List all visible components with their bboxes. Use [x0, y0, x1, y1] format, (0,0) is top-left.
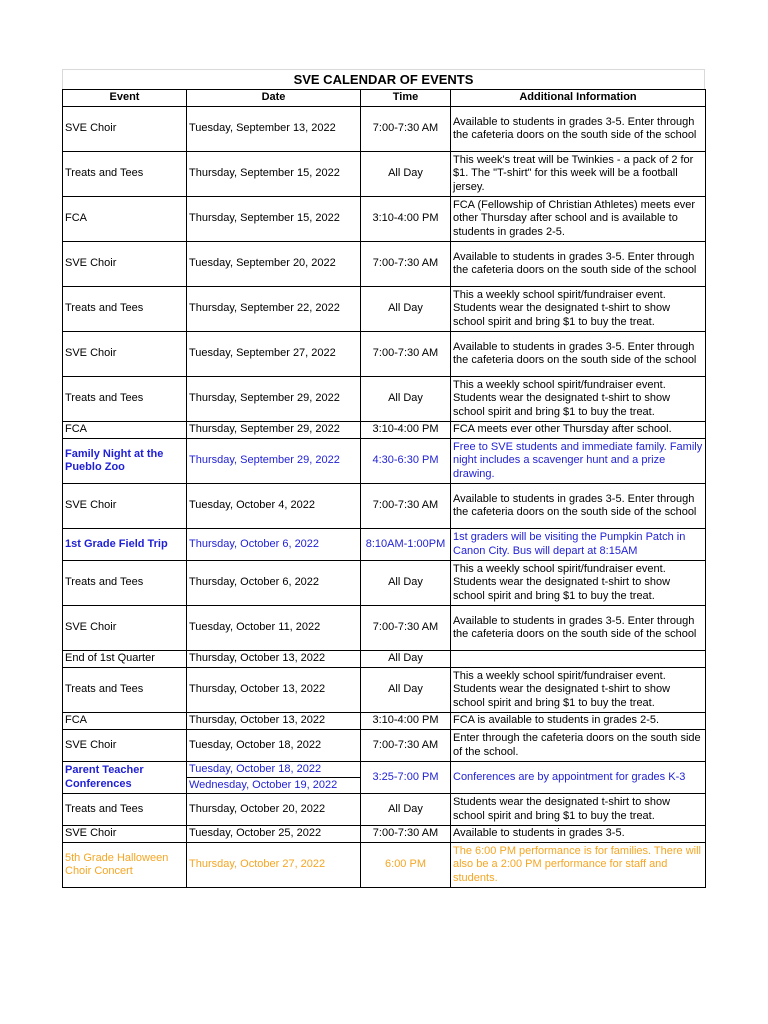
time-cell: 3:10-4:00 PM: [361, 197, 451, 242]
info-cell: Available to students in grades 3-5. Enter through the cafeteria doors on the south side of the school: [451, 242, 706, 287]
events-table: [62, 89, 706, 888]
info-cell: [451, 651, 706, 668]
header-info: Additional Information: [451, 90, 706, 107]
time-cell: 3:10-4:00 PM: [361, 713, 451, 730]
table-row: [63, 843, 706, 888]
date-cell: Thursday, September 29, 2022: [187, 439, 361, 484]
time-cell: 7:00-7:30 AM: [361, 606, 451, 651]
info-cell: This a weekly school spirit/fundraiser event. Students wear the designated t-shirt to show school spirit and bring $1 to buy the treat.: [451, 561, 706, 606]
table-row: [63, 713, 706, 730]
date-cell: Thursday, September 22, 2022: [187, 287, 361, 332]
event-cell: SVE Choir: [63, 242, 187, 287]
time-cell: All Day: [361, 651, 451, 668]
table-row: [63, 422, 706, 439]
info-cell: FCA meets ever other Thursday after school.: [451, 422, 706, 439]
info-cell: The 6:00 PM performance is for families. There will also be a 2:00 PM performance for staff and students.: [451, 843, 706, 888]
event-cell: SVE Choir: [63, 332, 187, 377]
event-cell: Family Night at the Pueblo Zoo: [63, 439, 187, 484]
table-row: [63, 377, 706, 422]
event-cell: SVE Choir: [63, 484, 187, 529]
info-cell: FCA (Fellowship of Christian Athletes) meets ever other Thursday after school and is available to students in grades 2-5.: [451, 197, 706, 242]
table-row: [63, 242, 706, 287]
info-cell: This week's treat will be Twinkies - a pack of 2 for $1. The "T-shirt" for this week will be a football jersey.: [451, 152, 706, 197]
table-row: [63, 107, 706, 152]
table-row: [63, 794, 706, 826]
event-cell: Treats and Tees: [63, 377, 187, 422]
table-row: [63, 730, 706, 762]
info-cell: This a weekly school spirit/fundraiser event. Students wear the designated t-shirt to show school spirit and bring $1 to buy the treat.: [451, 377, 706, 422]
date-cell: Tuesday, September 27, 2022: [187, 332, 361, 377]
time-cell: All Day: [361, 152, 451, 197]
time-cell: 8:10AM-1:00PM: [361, 529, 451, 561]
table-row: [63, 651, 706, 668]
date-cell: Tuesday, October 18, 2022: [187, 730, 361, 762]
date-cell: Thursday, October 6, 2022: [187, 561, 361, 606]
date-cell: Thursday, October 27, 2022: [187, 843, 361, 888]
time-cell: 7:00-7:30 AM: [361, 484, 451, 529]
event-cell: 1st Grade Field Trip: [63, 529, 187, 561]
date-cell: Thursday, September 15, 2022: [187, 197, 361, 242]
time-cell: All Day: [361, 377, 451, 422]
time-cell: All Day: [361, 668, 451, 713]
table-row: [63, 606, 706, 651]
date-line-2: Wednesday, October 19, 2022: [187, 777, 360, 793]
date-cell: Thursday, October 13, 2022: [187, 651, 361, 668]
event-cell: Treats and Tees: [63, 668, 187, 713]
info-cell: Students wear the designated t-shirt to show school spirit and bring $1 to buy the treat.: [451, 794, 706, 826]
date-cell: Thursday, September 29, 2022: [187, 422, 361, 439]
date-line-1: Tuesday, October 18, 2022: [189, 763, 322, 775]
table-row: [63, 826, 706, 843]
time-cell: 7:00-7:30 AM: [361, 730, 451, 762]
time-cell: 7:00-7:30 AM: [361, 826, 451, 843]
calendar-title: SVE CALENDAR OF EVENTS: [62, 69, 705, 89]
table-row: [63, 668, 706, 713]
event-cell: Parent Teacher Conferences: [63, 762, 187, 794]
info-cell: FCA is available to students in grades 2-5.: [451, 713, 706, 730]
info-cell: Enter through the cafeteria doors on the south side of the school.: [451, 730, 706, 762]
date-cell: Thursday, October 20, 2022: [187, 794, 361, 826]
table-row: [63, 529, 706, 561]
date-cell: Thursday, September 29, 2022: [187, 377, 361, 422]
event-cell: Treats and Tees: [63, 794, 187, 826]
header-time: Time: [361, 90, 451, 107]
info-cell: Available to students in grades 3-5. Enter through the cafeteria doors on the south side of the school: [451, 332, 706, 377]
info-cell: Available to students in grades 3-5. Enter through the cafeteria doors on the south side of the school: [451, 606, 706, 651]
time-cell: All Day: [361, 794, 451, 826]
date-cell: Tuesday, October 25, 2022: [187, 826, 361, 843]
event-cell: Treats and Tees: [63, 561, 187, 606]
date-cell: [187, 762, 361, 794]
event-cell: FCA: [63, 422, 187, 439]
date-cell: Tuesday, October 4, 2022: [187, 484, 361, 529]
info-cell: This a weekly school spirit/fundraiser event. Students wear the designated t-shirt to show school spirit and bring $1 to buy the treat.: [451, 287, 706, 332]
info-cell: Conferences are by appointment for grades K-3: [451, 762, 706, 794]
events-sheet: [62, 69, 705, 888]
event-cell: 5th Grade Halloween Choir Concert: [63, 843, 187, 888]
date-cell: Thursday, September 15, 2022: [187, 152, 361, 197]
event-cell: SVE Choir: [63, 826, 187, 843]
time-cell: 7:00-7:30 AM: [361, 332, 451, 377]
time-cell: 4:30-6:30 PM: [361, 439, 451, 484]
event-cell: SVE Choir: [63, 730, 187, 762]
date-cell: Thursday, October 13, 2022: [187, 713, 361, 730]
table-row: [63, 152, 706, 197]
event-cell: FCA: [63, 197, 187, 242]
table-row: [63, 484, 706, 529]
event-cell: FCA: [63, 713, 187, 730]
header-date: Date: [187, 90, 361, 107]
table-row: [63, 762, 706, 794]
info-cell: This a weekly school spirit/fundraiser event. Students wear the designated t-shirt to show school spirit and bring $1 to buy the treat.: [451, 668, 706, 713]
date-cell: Tuesday, September 20, 2022: [187, 242, 361, 287]
info-cell: 1st graders will be visiting the Pumpkin Patch in Canon City. Bus will depart at 8:15AM: [451, 529, 706, 561]
time-cell: 6:00 PM: [361, 843, 451, 888]
date-cell: Tuesday, October 11, 2022: [187, 606, 361, 651]
event-cell: End of 1st Quarter: [63, 651, 187, 668]
event-cell: Treats and Tees: [63, 152, 187, 197]
info-cell: Available to students in grades 3-5.: [451, 826, 706, 843]
event-cell: Treats and Tees: [63, 287, 187, 332]
header-row: [63, 90, 706, 107]
event-cell: SVE Choir: [63, 606, 187, 651]
table-row: [63, 439, 706, 484]
date-cell: Thursday, October 6, 2022: [187, 529, 361, 561]
time-cell: 3:25-7:00 PM: [361, 762, 451, 794]
table-row: [63, 197, 706, 242]
info-cell: Available to students in grades 3-5. Enter through the cafeteria doors on the south side of the school: [451, 107, 706, 152]
header-event: Event: [63, 90, 187, 107]
time-cell: 7:00-7:30 AM: [361, 242, 451, 287]
table-row: [63, 332, 706, 377]
time-cell: 3:10-4:00 PM: [361, 422, 451, 439]
table-row: [63, 561, 706, 606]
date-cell: Tuesday, September 13, 2022: [187, 107, 361, 152]
time-cell: All Day: [361, 287, 451, 332]
info-cell: Available to students in grades 3-5. Enter through the cafeteria doors on the south side of the school: [451, 484, 706, 529]
table-row: [63, 287, 706, 332]
date-cell: Thursday, October 13, 2022: [187, 668, 361, 713]
time-cell: All Day: [361, 561, 451, 606]
info-cell: Free to SVE students and immediate family. Family night includes a scavenger hunt and a prize drawing.: [451, 439, 706, 484]
event-cell: SVE Choir: [63, 107, 187, 152]
time-cell: 7:00-7:30 AM: [361, 107, 451, 152]
